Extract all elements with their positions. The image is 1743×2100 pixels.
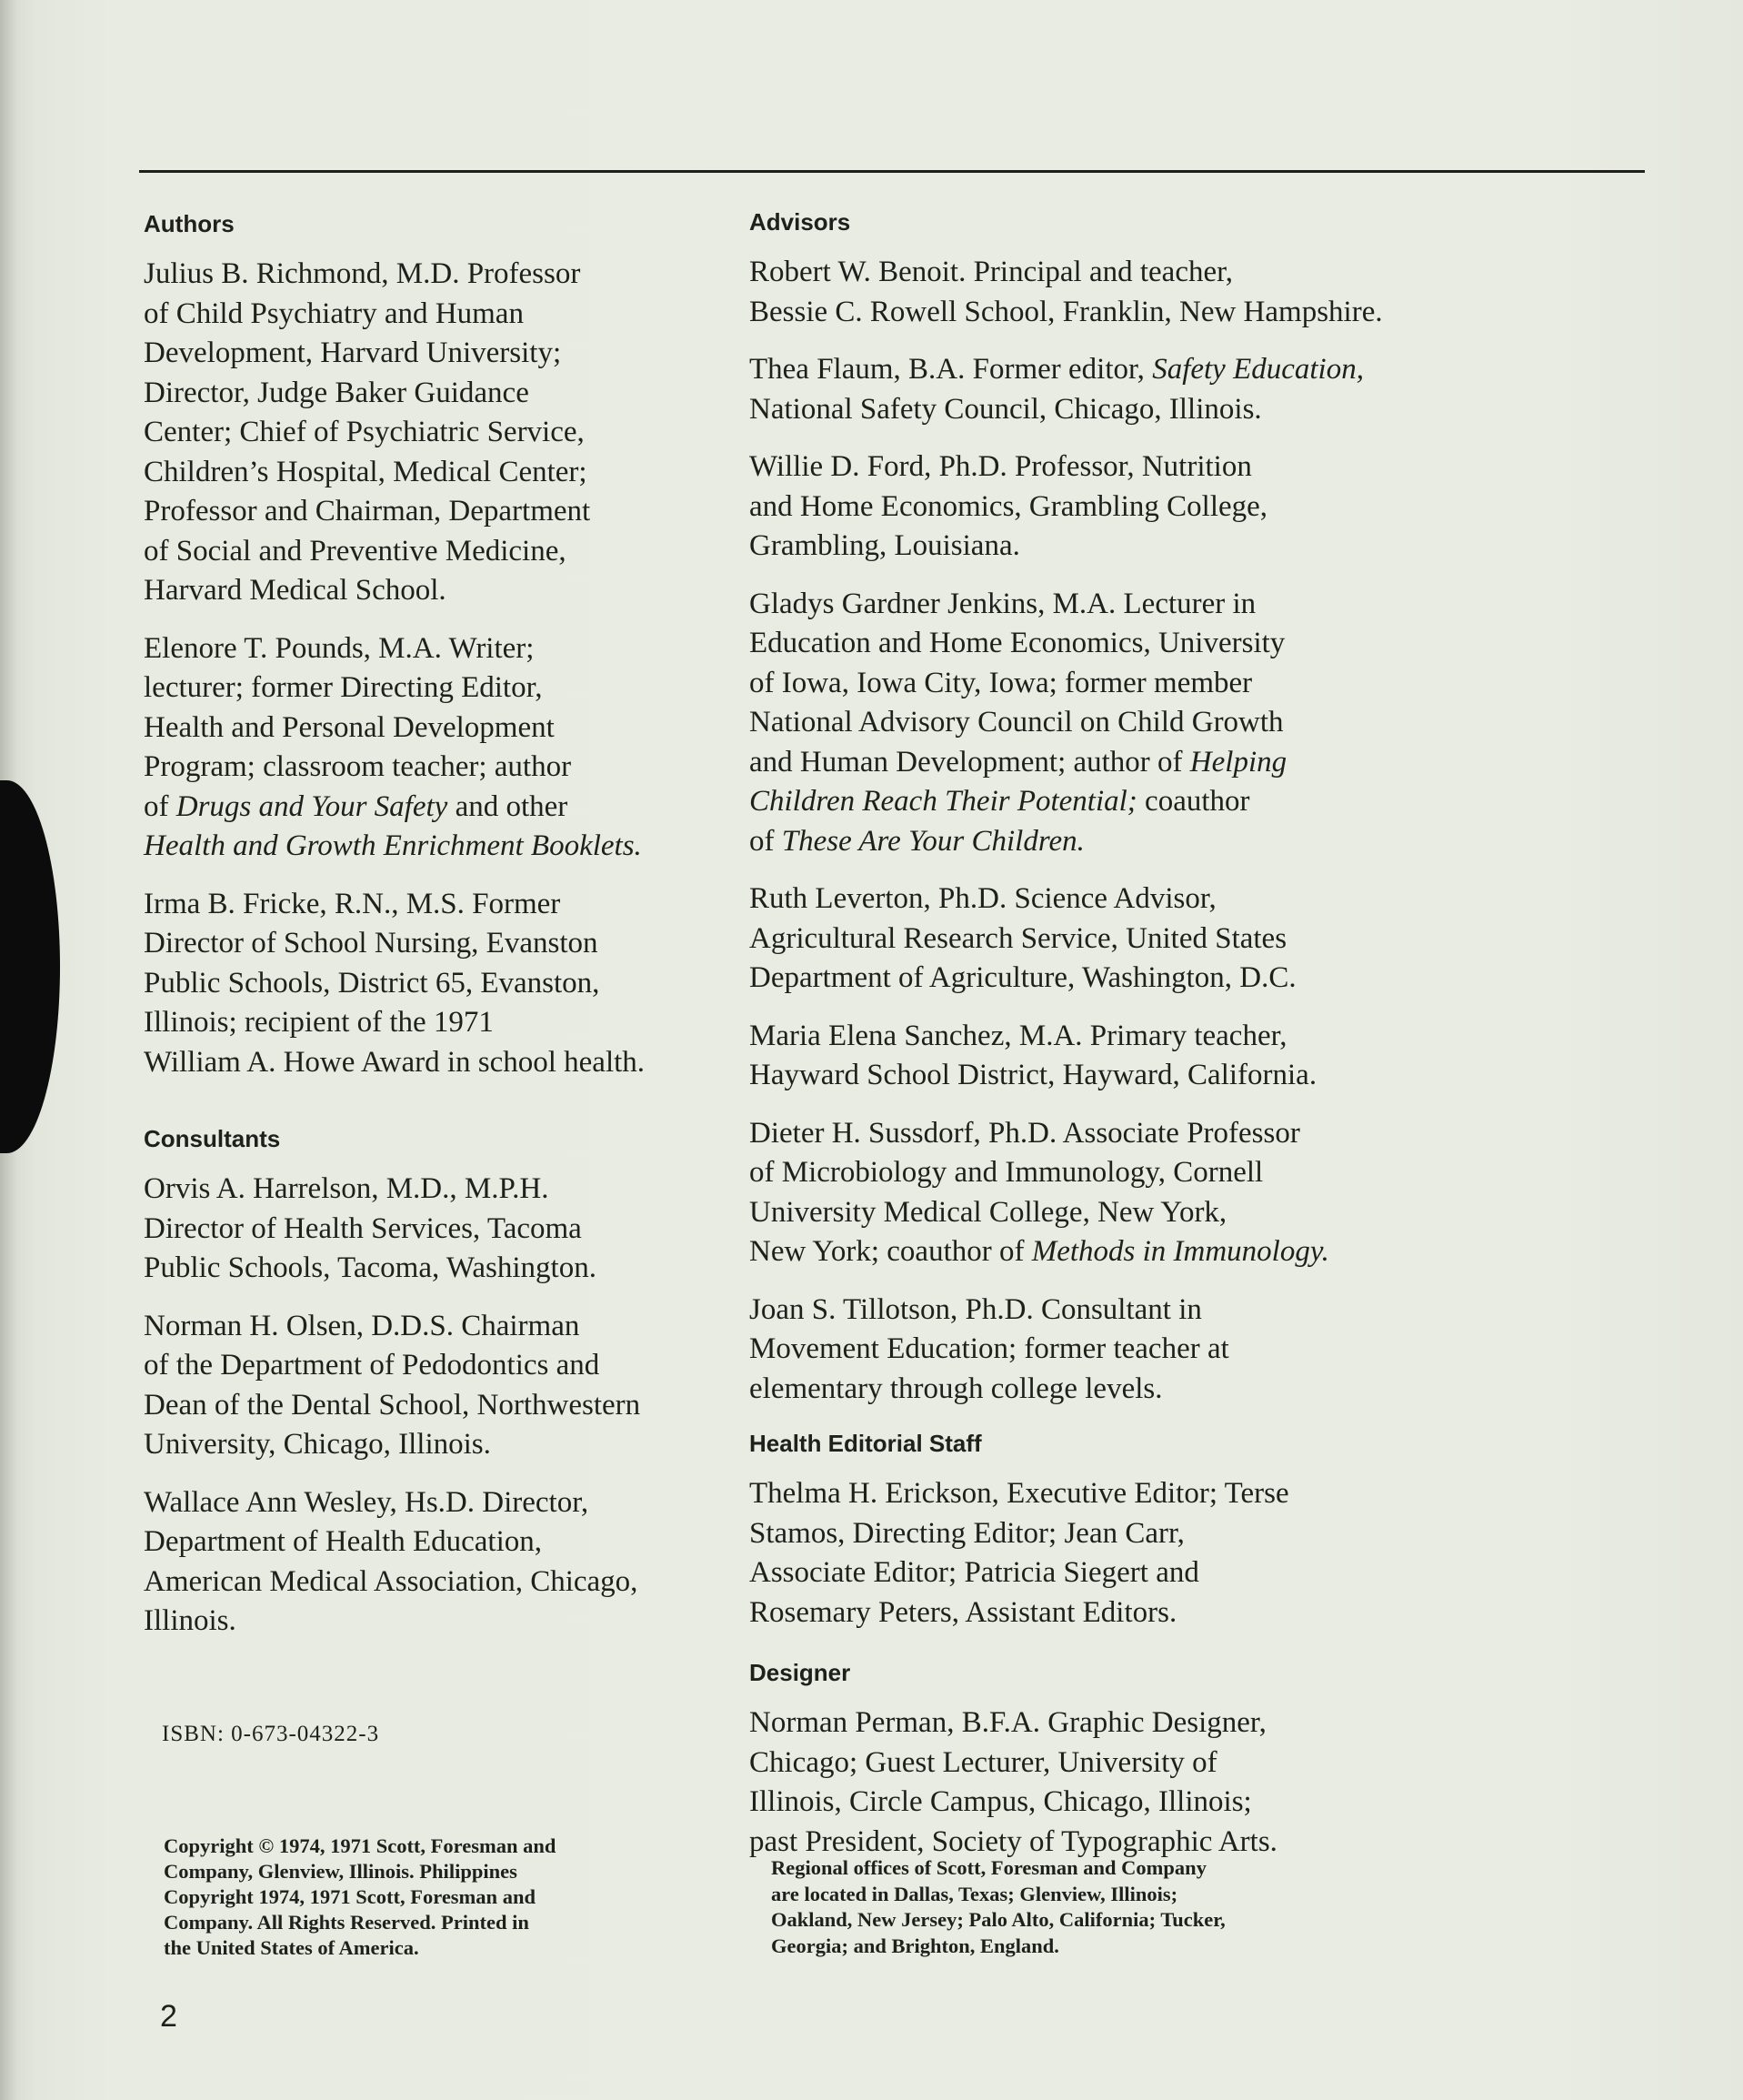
advisor-entry-tillotson bbox=[749, 1291, 1477, 1410]
book-title: Health and Growth Enrichment Booklets. bbox=[144, 829, 642, 862]
text-line: Joan S. Tillotson, Ph.D. Consultant in bbox=[749, 1292, 1202, 1326]
text-line: Director of School Nursing, Evanston bbox=[144, 927, 598, 960]
advisor-entry-flaum bbox=[749, 350, 1477, 429]
designer-heading: Designer bbox=[749, 1659, 851, 1686]
text-line: Company, Glenview, Illinois. Philippines bbox=[164, 1860, 517, 1883]
text-line: Orvis A. Harrelson, M.D., M.P.H. bbox=[144, 1172, 549, 1205]
text-line: Grambling, Louisiana. bbox=[749, 529, 1020, 562]
advisors-heading: Advisors bbox=[749, 208, 851, 236]
advisor-entry-sanchez bbox=[749, 1017, 1477, 1096]
left-column bbox=[144, 207, 744, 1660]
text-line: Harvard Medical School. bbox=[144, 574, 446, 607]
text-line: Georgia; and Brighton, England. bbox=[771, 1934, 1059, 1957]
text-line: Rosemary Peters, Assistant Editors. bbox=[749, 1595, 1177, 1629]
text-line: American Medical Association, Chicago, bbox=[144, 1564, 638, 1598]
text-line: Center; Chief of Psychiatric Service, bbox=[144, 416, 585, 448]
consultant-entry-wesley bbox=[144, 1483, 744, 1642]
text-line: Hayward School District, Hayward, California. bbox=[749, 1059, 1317, 1091]
book-title: Drugs and Your Safety bbox=[175, 789, 448, 823]
text-line: Program; classroom teacher; author bbox=[144, 750, 572, 783]
text-line: and Home Economics, Grambling College, bbox=[749, 489, 1268, 523]
text-fragment: Thea Flaum, B.A. Former editor, bbox=[749, 353, 1153, 386]
book-title: Helping bbox=[1189, 745, 1287, 779]
book-title: Children Reach Their Potential; bbox=[749, 785, 1137, 818]
text-line: Health and Personal Development bbox=[144, 710, 555, 744]
editorial-staff-entry bbox=[749, 1474, 1477, 1633]
text-fragment: and other bbox=[447, 789, 568, 823]
text-line: Dean of the Dental School, Northwestern bbox=[144, 1388, 641, 1422]
text-fragment: of bbox=[749, 824, 782, 858]
advisor-entry-ford bbox=[749, 447, 1477, 567]
text-line: Director, Judge Baker Guidance bbox=[144, 376, 529, 409]
text-line: Norman Perman, B.F.A. Graphic Designer, bbox=[749, 1706, 1267, 1739]
advisor-entry-leverton bbox=[749, 879, 1477, 999]
text-line: Development, Harvard University; bbox=[144, 337, 562, 369]
text-line: the United States of America. bbox=[164, 1936, 419, 1959]
text-line: Public Schools, District 65, Evanston, bbox=[144, 966, 600, 1000]
text-line: Professor and Chairman, Department bbox=[144, 495, 591, 528]
text-line: Illinois. bbox=[144, 1604, 236, 1637]
consultant-entry-harrelson bbox=[144, 1170, 744, 1289]
author-entry-pounds bbox=[144, 629, 744, 867]
text-line: lecturer; former Directing Editor, bbox=[144, 671, 543, 704]
text-line: Wallace Ann Wesley, Hs.D. Director, bbox=[144, 1485, 589, 1519]
text-line: National Safety Council, Chicago, Illinois. bbox=[749, 392, 1262, 426]
text-line: Director of Health Services, Tacoma bbox=[144, 1211, 582, 1245]
text-line bbox=[749, 350, 1477, 390]
text-line bbox=[749, 822, 1477, 862]
text-line: Thelma H. Erickson, Executive Editor; Terse bbox=[749, 1477, 1289, 1510]
book-title: These Are Your Children. bbox=[781, 824, 1085, 858]
isbn: ISBN: 0-673-04322-3 bbox=[162, 1722, 380, 1746]
consultants-heading: Consultants bbox=[144, 1125, 281, 1152]
text-line: Movement Education; former teacher at bbox=[749, 1332, 1229, 1365]
text-line: of the Department of Pedodontics and bbox=[144, 1349, 600, 1382]
text-line: Robert W. Benoit. Principal and teacher, bbox=[749, 256, 1234, 288]
text-line: of Child Psychiatry and Human bbox=[144, 296, 524, 330]
publication-title: Safety Education, bbox=[1152, 353, 1364, 386]
author-entry-fricke bbox=[144, 885, 744, 1083]
advisor-entry-sussdorf bbox=[749, 1114, 1477, 1272]
text-line bbox=[144, 827, 744, 867]
text-line: Chicago; Guest Lecturer, University of bbox=[749, 1745, 1217, 1779]
text-line: Copyright © 1974, 1971 Scott, Foresman and bbox=[164, 1834, 556, 1857]
text-line: of Social and Preventive Medicine, bbox=[144, 534, 566, 568]
text-line: elementary through college levels. bbox=[749, 1372, 1163, 1405]
top-rule bbox=[139, 170, 1645, 173]
text-line: Illinois, Circle Campus, Chicago, Illinois; bbox=[749, 1785, 1252, 1818]
text-line: Department of Health Education, bbox=[144, 1525, 543, 1558]
text-line: Agricultural Research Service, United States bbox=[749, 921, 1287, 955]
text-fragment: New York; coauthor of bbox=[749, 1235, 1032, 1268]
advisor-entry-jenkins bbox=[749, 585, 1477, 862]
text-line bbox=[144, 788, 744, 828]
text-line: Regional offices of Scott, Foresman and Company bbox=[771, 1856, 1207, 1879]
text-line: Company. All Rights Reserved. Printed in bbox=[164, 1911, 529, 1934]
text-line bbox=[749, 1232, 1477, 1272]
text-line: of Iowa, Iowa City, Iowa; former member bbox=[749, 666, 1253, 699]
text-line: Stamos, Directing Editor; Jean Carr, bbox=[749, 1516, 1185, 1550]
text-line: Norman H. Olsen, D.D.S. Chairman bbox=[144, 1309, 580, 1342]
text-line: past President, Society of Typographic Arts. bbox=[749, 1824, 1277, 1858]
text-line: William A. Howe Award in school health. bbox=[144, 1045, 646, 1079]
authors-heading: Authors bbox=[144, 210, 235, 237]
book-title: Methods in Immunology. bbox=[1031, 1235, 1329, 1268]
text-line: Irma B. Fricke, R.N., M.S. Former bbox=[144, 887, 561, 920]
text-line: Bessie C. Rowell School, Franklin, New Hampshire. bbox=[749, 295, 1383, 328]
text-line: Ruth Leverton, Ph.D. Science Advisor, bbox=[749, 882, 1217, 915]
text-line: Maria Elena Sanchez, M.A. Primary teacher, bbox=[749, 1019, 1287, 1052]
page-number: 2 bbox=[160, 1999, 177, 2034]
consultant-entry-olsen bbox=[144, 1307, 744, 1465]
text-line bbox=[749, 782, 1477, 822]
text-line: Associate Editor; Patricia Siegert and bbox=[749, 1556, 1199, 1589]
text-line bbox=[749, 743, 1477, 783]
text-line: Public Schools, Tacoma, Washington. bbox=[144, 1251, 596, 1284]
text-line: University, Chicago, Illinois. bbox=[144, 1428, 491, 1461]
text-line: of Microbiology and Immunology, Cornell bbox=[749, 1156, 1264, 1189]
text-line: Gladys Gardner Jenkins, M.A. Lecturer in bbox=[749, 587, 1257, 620]
copyright-notice bbox=[164, 1834, 556, 1961]
text-line: Willie D. Ford, Ph.D. Professor, Nutrition bbox=[749, 450, 1252, 483]
regional-offices-notice bbox=[771, 1855, 1226, 1959]
right-column bbox=[749, 206, 1477, 1880]
text-fragment: of bbox=[144, 789, 176, 823]
text-line: Oakland, New Jersey; Palo Alto, California; Tucker, bbox=[771, 1908, 1226, 1931]
designer-entry bbox=[749, 1703, 1477, 1862]
text-fragment: and Human Development; author of bbox=[749, 745, 1190, 779]
text-line: Julius B. Richmond, M.D. Professor bbox=[144, 257, 581, 290]
text-line: Children’s Hospital, Medical Center; bbox=[144, 455, 587, 488]
text-line: National Advisory Council on Child Growth bbox=[749, 706, 1284, 739]
author-entry-richmond bbox=[144, 255, 744, 611]
text-line: Education and Home Economics, University bbox=[749, 627, 1286, 659]
text-line: Copyright 1974, 1971 Scott, Foresman and bbox=[164, 1885, 536, 1908]
text-line: Illinois; recipient of the 1971 bbox=[144, 1006, 494, 1039]
text-line: University Medical College, New York, bbox=[749, 1195, 1227, 1229]
text-line: are located in Dallas, Texas; Glenview, Illinois; bbox=[771, 1882, 1178, 1905]
text-line: Elenore T. Pounds, M.A. Writer; bbox=[144, 631, 535, 665]
advisor-entry-benoit bbox=[749, 253, 1477, 332]
text-line: Dieter H. Sussdorf, Ph.D. Associate Professor bbox=[749, 1116, 1300, 1150]
editorial-staff-heading: Health Editorial Staff bbox=[749, 1430, 982, 1457]
text-fragment: coauthor bbox=[1137, 785, 1250, 818]
binder-hole bbox=[0, 780, 60, 1153]
text-line: Department of Agriculture, Washington, D.C. bbox=[749, 961, 1297, 994]
